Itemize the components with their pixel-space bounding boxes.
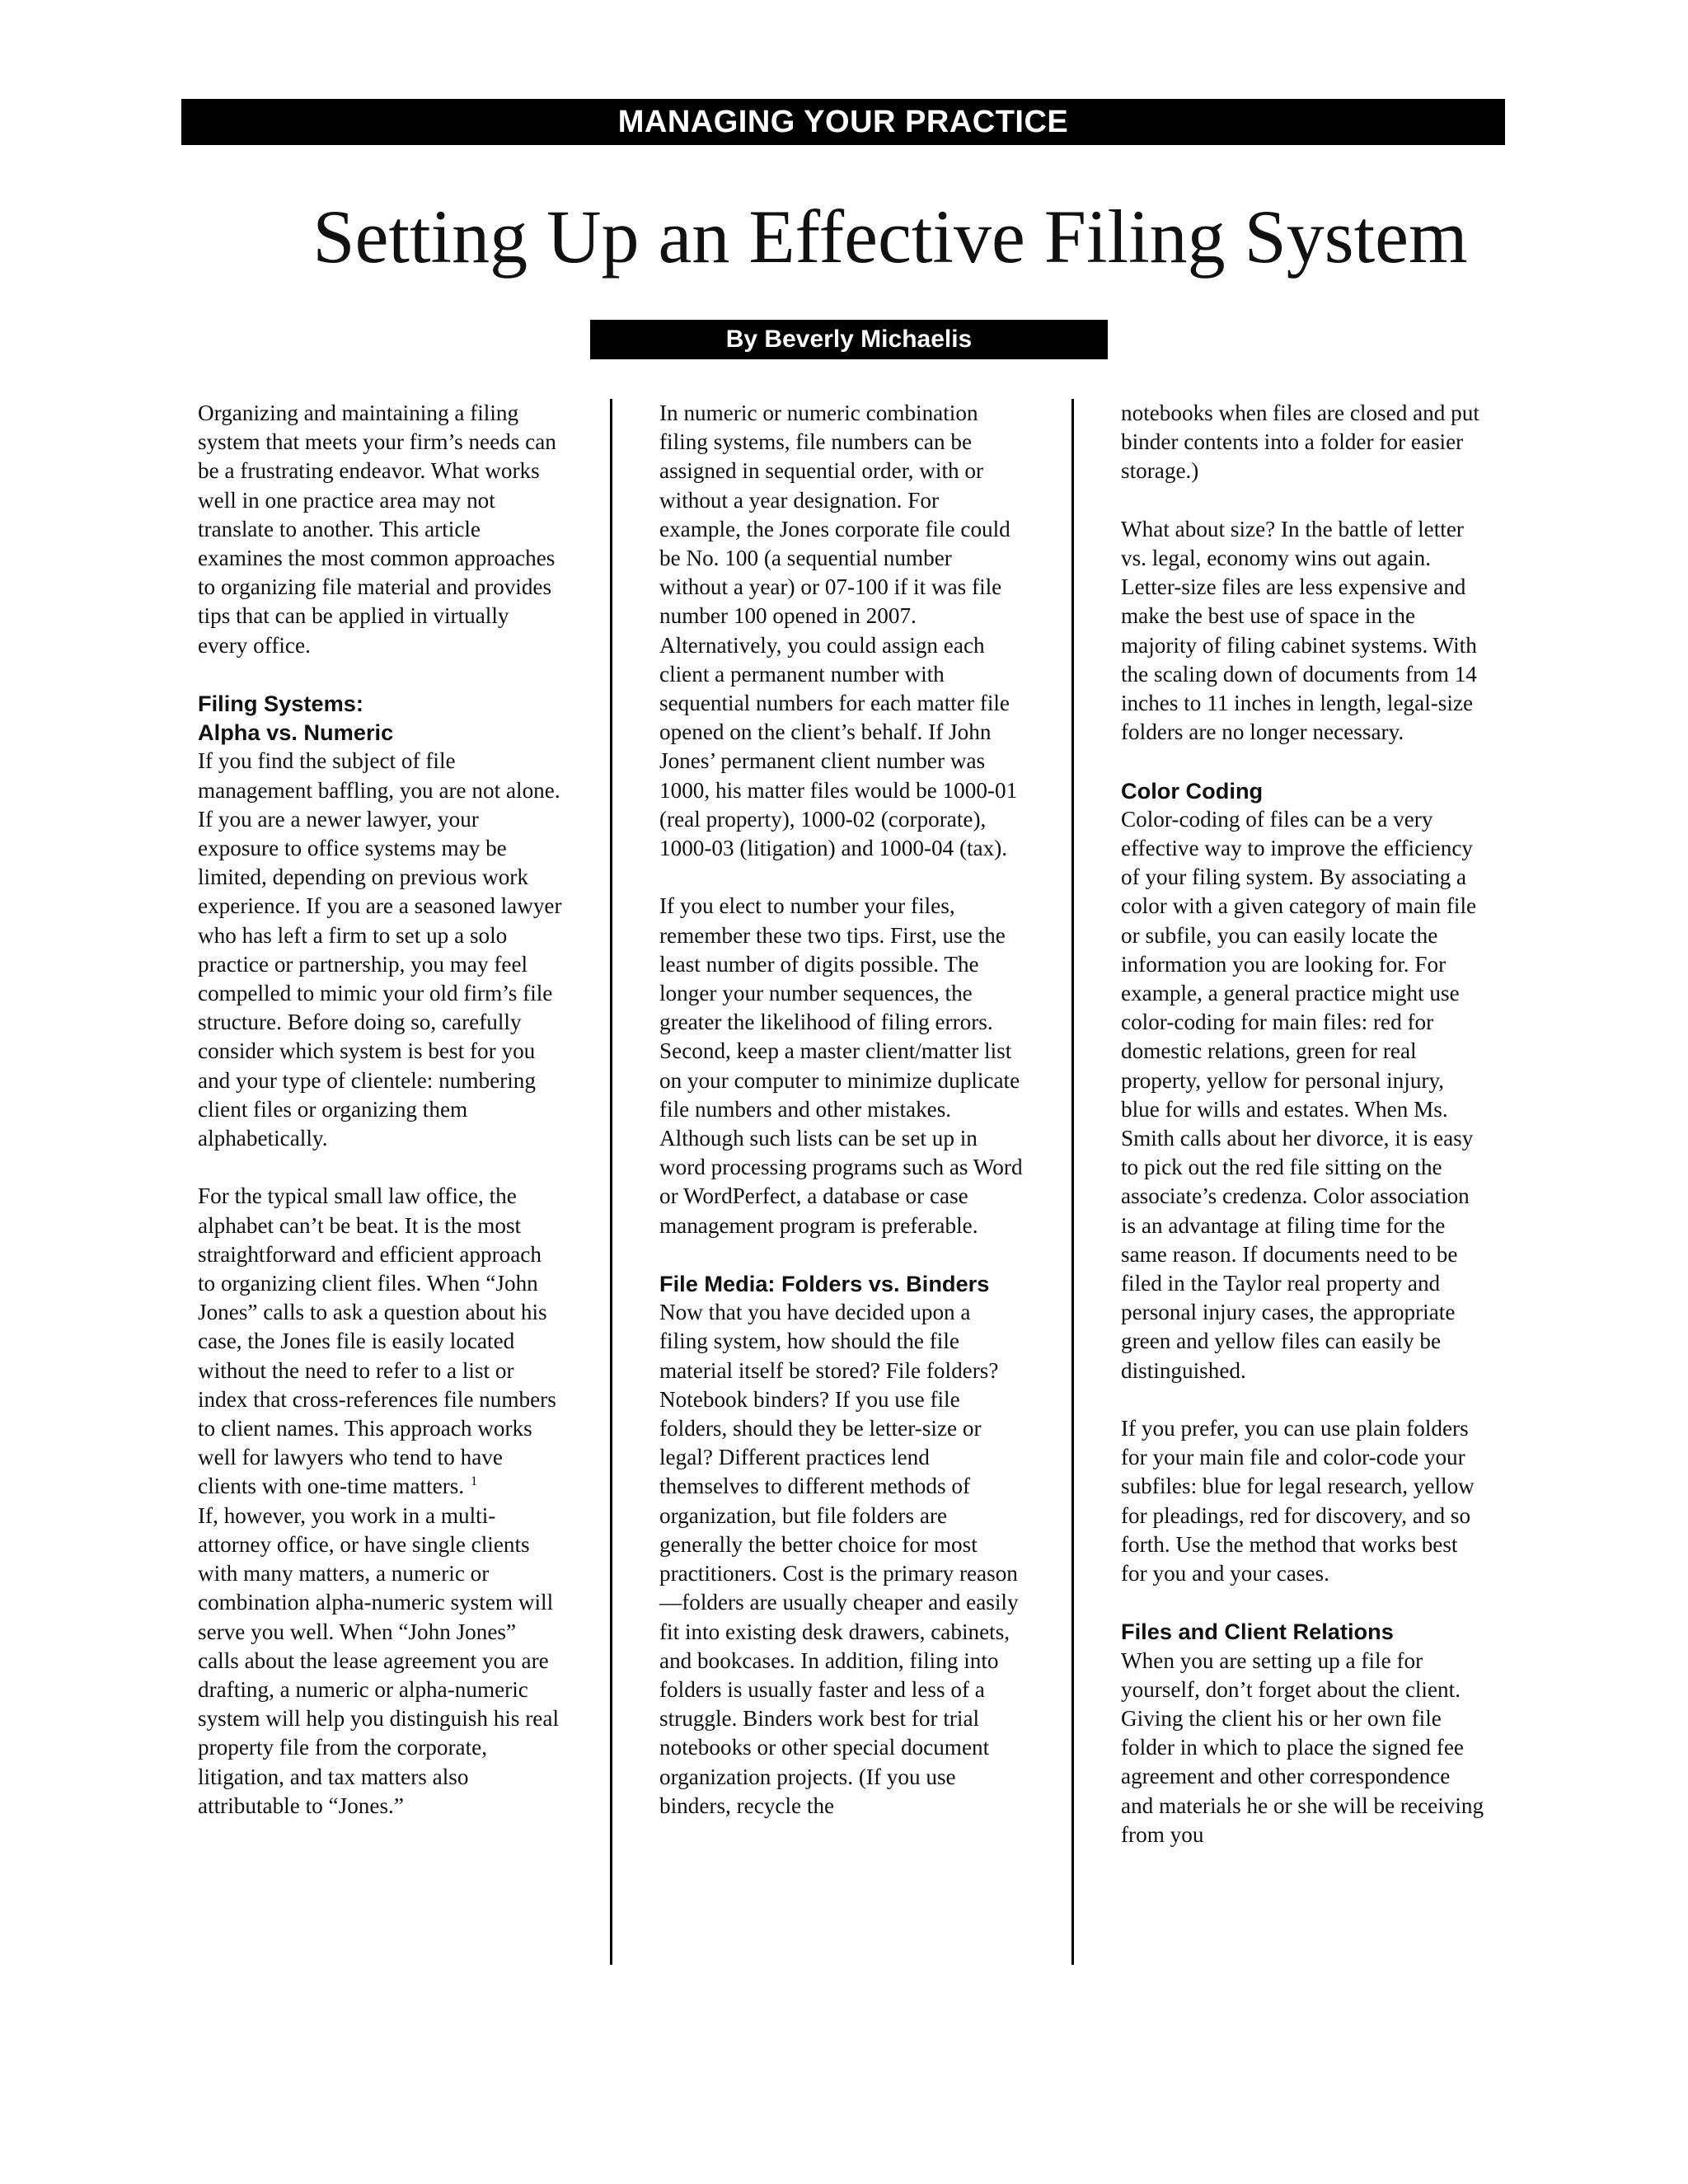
filing-systems-heading-line2: Alpha vs. Numeric [198, 719, 394, 746]
article-title: Setting Up an Effective Filing System [312, 194, 1468, 279]
paragraph-small-office [198, 1182, 562, 1501]
column-divider-1 [610, 399, 612, 1965]
column-divider-2 [1071, 399, 1074, 1965]
paragraph-file-media: Now that you have decided upon a filing system, how should the file material itself be stored? File folders? Notebook binders? If you use file folders, should they be letter-size or legal? Different practices lend themselves to different methods of organization, but file folders are generally the better choice for most practitioners. Cost is the primary reason—folders are usually cheaper and easily fit into existing desk drawers, cabinets, and bookcases. In addition, filing into folders is usually faster and less of a struggle. Binders work best for trial notebooks or other special document organization projects. (If you use binders, recycle the [659, 1300, 1019, 1818]
paragraph-binders-continued: notebooks when files are closed and put binder contents into a folder for easier storage.) [1121, 401, 1479, 484]
endnote-reference: 1 [471, 1474, 478, 1489]
paragraph-plain-folders: If you prefer, you can use plain folders for your main file and color-code your subfiles: blue for legal research, yellow for pleadings, red for discovery, and so forth. Use the method that works best for you and your cases. [1121, 1416, 1475, 1586]
article-column-2 [659, 399, 1024, 1849]
section-banner: MANAGING YOUR PRACTICE [181, 99, 1505, 145]
article-column-1 [198, 399, 562, 1849]
paragraph-client-relations: When you are setting up a file for yourself, don’t forget about the client. Giving the client his or her own file folder in which to place the signed fee agreement and other correspondence and materials he or she will be receiving from you [1121, 1647, 1484, 1847]
filing-systems-heading-line1: Filing Systems: [198, 691, 363, 717]
paragraph-numeric-systems: In numeric or numeric combination filing systems, file numbers can be assigned in sequential order, with or without a year designation. For example, the Jones corporate file could be No. 100 (a sequential number without a year) or 07-100 if it was file number 100 opened in 2007. Alternatively, you could assign each client a permanent number with sequential numbers for each matter file opened on the client’s behalf. If John Jones’ permanent client number was 1000, his matter files would be 1000-01 (real property), 1000-02 (corporate), 1000-03 (litigation) and 1000-04 (tax). [659, 401, 1018, 861]
paragraph-multi-attorney: If, however, you work in a multi-attorney office, or have single clients with many matters, a numeric or combination alpha-numeric system will serve you well. When “John Jones” calls about the lease agreement you are drafting, a numeric or alpha-numeric system will help you distinguish his real property file from the corporate, litigation, and tax matters also attributable to “Jones.” [198, 1502, 560, 1818]
paragraph-file-management: If you find the subject of file management baffling, you are not alone. If you are a newer lawyer, your exposure to office systems may be limited, depending on previous work experience. If you are a seasoned lawyer who has left a firm to set up a solo practice or partnership, you may feel compelled to mimic your old firm’s file structure. Before doing so, carefully consider which system is best for you and your type of clientele: numbering client files or organizing them alphabetically. [198, 748, 562, 1151]
paragraph-numbering-tips: If you elect to number your files, remember these two tips. First, use the least number of digits possible. The longer your number sequences, the greater the likelihood of filing errors. Second, keep a master client/matter list on your computer to minimize duplicate file numbers and other mistakes. Although such lists can be set up in word processing programs such as Word or WordPerfect, a database or case management program is preferable. [659, 893, 1023, 1238]
article-column-3 [1121, 399, 1485, 1878]
intro-paragraph: Organizing and maintaining a filing system that meets your firm’s needs can be a frustrating endeavor. What works well in one practice area may not translate to another. This article examines the most common approaches to organizing file material and provides tips that can be applied in virtually every office. [198, 401, 556, 658]
file-media-heading: File Media: Folders vs. Binders [659, 1271, 990, 1297]
client-relations-heading: Files and Client Relations [1121, 1619, 1394, 1645]
paragraph-color-coding: Color-coding of files can be a very effective way to improve the efficiency of your filing system. By associating a color with a given category of main file or subfile, you can easily locate the information you are looking for. For example, a general practice might use color-coding for main files: red for domestic relations, green for real property, yellow for personal injury, blue for wills and estates. When Ms. Smith calls about her divorce, it is easy to pick out the red file sitting on the associate’s credenza. Color association is an advantage at filing time for the same reason. If documents need to be filed in the Taylor real property and personal injury cases, the appropriate green and yellow files can easily be distinguished. [1121, 806, 1477, 1383]
byline: By Beverly Michaelis [590, 320, 1108, 359]
paragraph-small-office-text: For the typical small law office, the alphabet can’t be beat. It is the most straightforward and efficient approach to organizing client files. When “John Jones” calls to ask a question about his case, the Jones file is easily located without the need to refer to a list or index that cross-references file numbers to client names. This approach works well for lawyers who tend to have clients with one-time matters. [198, 1183, 556, 1499]
paragraph-file-size: What about size? In the battle of letter vs. legal, economy wins out again. Letter-size files are less expensive and make the best use of space in the majority of filing cabinet systems. With the scaling down of documents from 14 inches to 11 inches in length, legal-size folders are no longer necessary. [1121, 516, 1477, 745]
filing-systems-heading [198, 689, 562, 747]
color-coding-heading: Color Coding [1121, 777, 1264, 804]
